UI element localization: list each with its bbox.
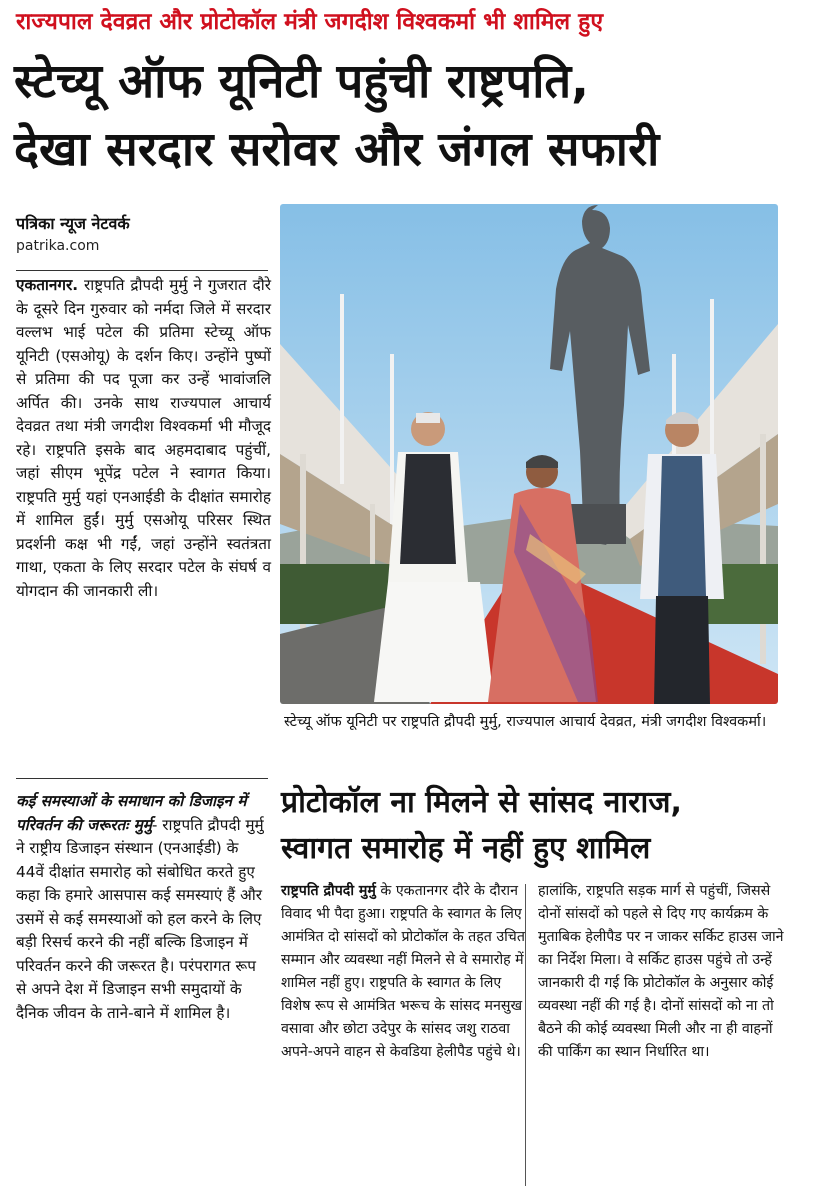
lead-body: राष्ट्रपति द्रौपदी मुर्मु ने गुजरात दौरे के दूसरे दिन गुरुवार को नर्मदा जिले में सरदार वल्लभ भाई पटेल की प्रतिमा स्टेच्यू ऑफ यूनिटी (एसओयू) के दर्शन किए। उन्होंने पुष्पों से प्रतिमा की पद पूजा कर उन्हें भावांजलि अर्पित की। उनके साथ राज्यपाल आचार्य देवव्रत तथा मंत्री जगदीश विश्वकर्मा भी मौजूद रहे। राष्ट्रपति इसके बाद अहमदाबाद पहुंचीं, जहां सीएम भूपेंद्र पटेल ने स्वागत किया। राष्ट्रपति मुर्मु यहां एनआईडी के दीक्षांत समारोह में शामिल हुईं। मुर्मु एसओयू परिसर स्थित प्रदर्शनी कक्ष भी गईं, जहां उन्होंने स्वतंत्रता गाथा, एकता के लिए सरदार पटेल के संघर्ष व योगदान की जानकारी ली।	[16, 276, 271, 600]
main-headline	[14, 48, 819, 184]
dateline: एकतानगर.	[16, 276, 79, 294]
photo-illustration	[280, 204, 778, 704]
second-headline-line-1: प्रोटोकॉल ना मिलने से सांसद नाराज,	[281, 785, 682, 820]
kicker-headline: राज्यपाल देवव्रत और प्रोटोकॉल मंत्री जगदीश विश्वकर्मा भी शामिल हुए	[16, 9, 604, 35]
second-story-column-2: हालांकि, राष्ट्रपति सड़क मार्ग से पहुंचीं, जिससे दोनों सांसदों को पहले से दिए गए कार्यक्रम के मुताबिक हेलीपैड पर न जाकर सर्किट हाउस जाने का निर्देश मिला। वे सर्किट हाउस पहुंचे तो उन्हें जानकारी दी गई कि प्रोटोकॉल के अनुसार कोई व्यवस्था नहीं की गई है। दोनों सांसदों को ना तो बैठने की कोई व्यवस्था मिली और ना ही वाहनों की पार्किंग का स्थान निर्धारित था।	[538, 883, 784, 1060]
byline: पत्रिका न्यूज नेटवर्क	[16, 214, 130, 233]
second-headline-line-2: स्वागत समारोह में नहीं हुए शामिल	[281, 831, 651, 866]
lead-article	[16, 274, 271, 603]
second-story-column-1	[281, 880, 529, 1064]
main-headline-line-2: देखा सरदार सरोवर और जंगल सफारी	[14, 122, 660, 177]
sidebar-divider	[16, 778, 268, 779]
byline-site: patrika.com	[16, 238, 100, 254]
news-photo	[280, 204, 778, 704]
second-story-col1-body: के एकतानगर दौरे के दौरान विवाद भी पैदा हुआ। राष्ट्रपति के स्वागत के लिए आमंत्रित दो सांसदों को प्रोटोकॉल के तहत उचित सम्मान और व्यवस्था नहीं मिलने से वे समारोह में शामिल नहीं हुए। राष्ट्रपति के स्वागत के लिए विशेष रूप से आमंत्रित भरूच के सांसद मनसुख वसावा और छोटा उदेपुर के सांसद जशु राठवा अपने-अपने वाहन से केवडिया हेलीपैड पहुंचे थे।	[281, 883, 525, 1060]
photo-caption: स्टेच्यू ऑफ यूनिटी पर राष्ट्रपति द्रौपदी मुर्मु, राज्यपाल आचार्य देवव्रत, मंत्री जगदीश विश्वकर्मा।	[284, 714, 767, 730]
second-story-lead: राष्ट्रपति द्रौपदी मुर्मु	[281, 883, 376, 899]
byline-divider	[16, 270, 268, 271]
main-headline-line-1: स्टेच्यू ऑफ यूनिटी पहुंची राष्ट्रपति,	[14, 54, 590, 109]
column-divider	[525, 884, 526, 1186]
sidebar-heading: कई समस्याओं के समाधान को डिजाइन में परिवर्तन की जरूरतः मुर्मु	[16, 792, 247, 834]
sidebar-body: - राष्ट्रपति द्रौपदी मुर्मु ने राष्ट्रीय डिजाइन संस्थान (एनआईडी) के 44वें दीक्षांत समारोह को संबोधित करते हुए कहा कि हमारे आसपास कई समस्याएं हैं और उसमें से कई समस्याओं को हल करने के लिए बड़ी रिसर्च करने की नहीं बल्कि डिजाइन में परिवर्तन करने की जरूरत है। परंपरागत रूप से अपने देश में डिजाइन सभी समुदायों के दैनिक जीवन के ताने-बाने में शामिल है।	[16, 815, 264, 1022]
sidebar-story	[16, 790, 266, 1025]
second-story-headline	[281, 780, 811, 872]
